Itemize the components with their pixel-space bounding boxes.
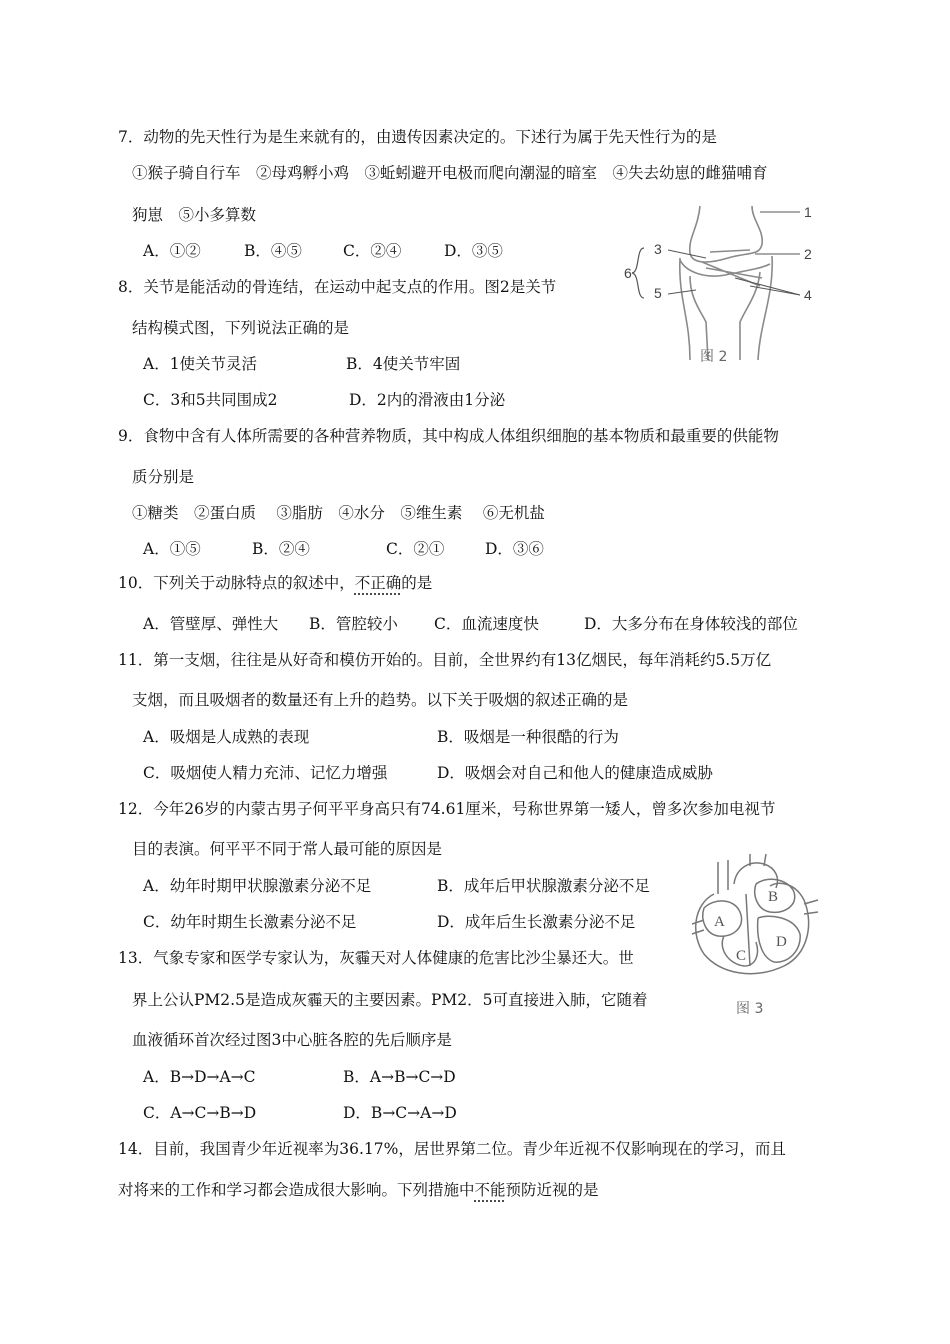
q10-option-a: A．管壁厚、弹性大 [143, 615, 279, 633]
q10-stem-post: 的是 [401, 574, 433, 592]
q7-option-d: D．③⑤ [444, 242, 503, 260]
q8-stem-line1: 8．关节是能活动的骨连结，在运动中起支点的作用。图2是关节 [118, 278, 557, 296]
q11-option-a: A．吸烟是人成熟的表现 [143, 728, 310, 746]
q11-option-b: B．吸烟是一种很酷的行为 [437, 728, 619, 746]
q9-option-c: C．②① [386, 540, 445, 558]
q9-items: ①糖类 ②蛋白质 ③脂肪 ④水分 ⑤维生素 ⑥无机盐 [132, 504, 545, 522]
q7-items-line2: 狗崽 ⑤小多算数 [132, 206, 257, 224]
q12-option-a: A．幼年时期甲状腺激素分泌不足 [143, 877, 372, 895]
q11-option-c: C．吸烟使人精力充沛、记忆力增强 [143, 764, 388, 782]
figure-3-heart-diagram [684, 854, 824, 982]
q10-option-c: C．血流速度快 [434, 615, 539, 633]
fig3-label-d: D [776, 934, 787, 950]
q12-option-b: B．成年后甲状腺激素分泌不足 [437, 877, 650, 895]
figure-2-caption: 图 2 [700, 349, 728, 365]
q13-stem-line1: 13．气象专家和医学专家认为，灰霾天对人体健康的危害比沙尘暴还大。世 [118, 949, 634, 967]
q9-option-a: A．①⑤ [143, 540, 201, 558]
q13-stem-line2: 界上公认PM2.5是造成灰霾天的主要因素。PM2．5可直接进入肺，它随着 [132, 991, 648, 1009]
q7-stem: 7．动物的先天性行为是生来就有的，由遗传因素决定的。下述行为属于先天性行为的是 [118, 128, 717, 146]
fig2-label-4: 4 [804, 287, 812, 303]
q13-option-d: D．B→C→A→D [343, 1104, 457, 1122]
q8-option-d: D．2内的滑液由1分泌 [349, 391, 506, 409]
q9-stem-line1: 9．食物中含有人体所需要的各种营养物质，其中构成人体组织细胞的基本物质和最重要的供能物 [118, 427, 779, 445]
q12-stem-line2: 目的表演。何平平不同于常人最可能的原因是 [132, 840, 443, 858]
q10-emphasis: 不正确 [354, 574, 402, 592]
fig3-label-c: C [736, 948, 747, 964]
q13-option-b: B．A→B→C→D [343, 1068, 456, 1086]
q9-option-b: B．②④ [252, 540, 310, 558]
q12-option-d: D．成年后生长激素分泌不足 [437, 913, 636, 931]
q14-stem-pre: 对将来的工作和学习都会造成很大影响。下列措施中 [118, 1181, 475, 1199]
q7-option-a: A．①② [143, 242, 201, 260]
q12-stem-line1: 12．今年26岁的内蒙古男子何平平身高只有74.61厘米，号称世界第一矮人，曾多次参加电视节 [118, 800, 776, 818]
fig2-label-5: 5 [654, 285, 662, 301]
q7-option-c: C．②④ [343, 242, 402, 260]
fig3-label-b: B [768, 889, 779, 905]
q8-option-a: A．1使关节灵活 [143, 355, 258, 373]
q11-stem-line1: 11．第一支烟，往往是从好奇和模仿开始的。目前，全世界约有13亿烟民，每年消耗约5.5万亿 [118, 651, 772, 669]
q8-option-b: B．4使关节牢固 [346, 355, 461, 373]
q10-stem-pre: 10．下列关于动脉特点的叙述中， [118, 574, 355, 592]
q10-stem [118, 573, 432, 593]
q11-option-d: D．吸烟会对自己和他人的健康造成威胁 [437, 764, 713, 782]
fig2-label-2: 2 [804, 246, 812, 262]
fig2-label-1: 1 [804, 204, 812, 220]
q7-items-line1: ①猴子骑自行车 ②母鸡孵小鸡 ③蚯蚓避开电极而爬向潮湿的暗室 ④失去幼崽的雌猫哺育 [132, 164, 768, 182]
q8-stem-line2: 结构模式图，下列说法正确的是 [132, 319, 350, 337]
q10-option-b: B．管腔较小 [309, 615, 398, 633]
q9-option-d: D．③⑥ [485, 540, 544, 558]
q9-stem-line2: 质分别是 [132, 468, 195, 486]
q14-emphasis: 不能 [474, 1181, 506, 1199]
q7-option-b: B．④⑤ [244, 242, 302, 260]
q13-option-a: A．B→D→A→C [143, 1068, 256, 1086]
q11-stem-line2: 支烟，而且吸烟者的数量还有上升的趋势。以下关于吸烟的叙述正确的是 [132, 691, 629, 709]
fig3-label-a: A [714, 914, 725, 930]
fig2-label-6: 6 [624, 265, 632, 281]
figure-2-joint-diagram [610, 198, 850, 376]
q12-option-c: C．幼年时期生长激素分泌不足 [143, 913, 357, 931]
q14-stem-post: 预防近视的是 [505, 1181, 599, 1199]
figure-3-caption: 图 3 [736, 1001, 764, 1017]
fig2-label-3: 3 [654, 241, 662, 257]
q13-stem-line3: 血液循环首次经过图3中心脏各腔的先后顺序是 [132, 1031, 452, 1049]
q14-stem-line1: 14．目前，我国青少年近视率为36.17%，居世界第二位。青少年近视不仅影响现在的学习，而且 [118, 1140, 786, 1158]
q8-option-c: C．3和5共同围成2 [143, 391, 278, 409]
q14-stem-line2 [118, 1180, 599, 1200]
q10-option-d: D．大多分布在身体较浅的部位 [584, 615, 798, 633]
q13-option-c: C．A→C→B→D [143, 1104, 257, 1122]
